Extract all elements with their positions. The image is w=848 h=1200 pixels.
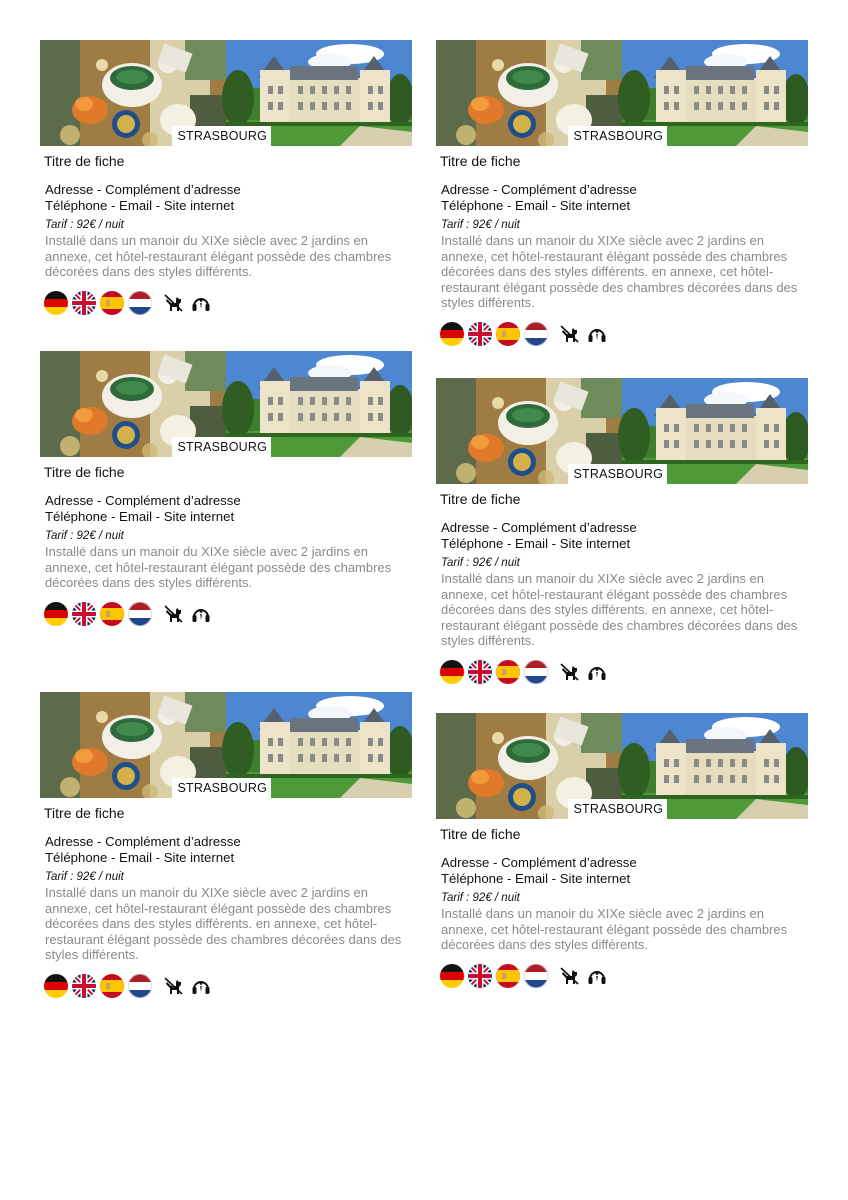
description: Installé dans un manoir du XIXe siècle avec 2 jardins en annexe, cet hôtel-restaurant élégant possède des chambres décorées dans des styles différents. xyxy=(45,544,392,591)
icon-row xyxy=(44,602,412,626)
contact-line[interactable]: Téléphone - Email - Site internet xyxy=(441,198,631,213)
card-banner xyxy=(436,713,808,819)
card-title[interactable]: Titre de fiche xyxy=(44,464,125,480)
icon-row xyxy=(440,322,808,346)
card-title[interactable]: Titre de fiche xyxy=(440,491,521,507)
contact-line[interactable]: Téléphone - Email - Site internet xyxy=(45,198,235,213)
uk-flag-icon xyxy=(72,291,96,315)
description: Installé dans un manoir du XIXe siècle avec 2 jardins en annexe, cet hôtel-restaurant élégant possède des chambres décorées dans des styles différents. en annexe, cet hôtel-restaurant élégant possède des chambres décorées dans des styles différents. xyxy=(45,885,402,963)
card-title[interactable]: Titre de fiche xyxy=(440,153,521,169)
city-label: STRASBOURG xyxy=(568,799,667,819)
dog-allowed-icon xyxy=(558,323,580,345)
listing-card xyxy=(40,40,412,315)
address-line: Adresse - Complément d’adresse xyxy=(45,182,241,197)
german-flag-icon xyxy=(44,974,68,998)
audio-guide-icon xyxy=(586,965,608,987)
city-label: STRASBOURG xyxy=(172,126,271,146)
uk-flag-icon xyxy=(72,974,96,998)
description: Installé dans un manoir du XIXe siècle avec 2 jardins en annexe, cet hôtel-restaurant élégant possède des chambres décorées dans des styles différents. xyxy=(45,233,392,280)
card-title[interactable]: Titre de fiche xyxy=(44,153,125,169)
uk-flag-icon xyxy=(468,322,492,346)
dutch-flag-icon xyxy=(524,660,548,684)
address-line: Adresse - Complément d’adresse xyxy=(441,520,637,535)
tarif: Tarif : 92€ / nuit xyxy=(441,892,520,904)
card-banner xyxy=(40,692,412,798)
icon-row xyxy=(44,974,412,998)
tarif: Tarif : 92€ / nuit xyxy=(45,530,124,542)
spanish-flag-icon xyxy=(496,964,520,988)
german-flag-icon xyxy=(440,322,464,346)
dutch-flag-icon xyxy=(128,602,152,626)
card-banner xyxy=(436,40,808,146)
german-flag-icon xyxy=(44,602,68,626)
listing-card xyxy=(436,378,808,684)
dog-allowed-icon xyxy=(162,292,184,314)
spanish-flag-icon xyxy=(100,974,124,998)
address-line: Adresse - Complément d’adresse xyxy=(45,493,241,508)
city-label: STRASBOURG xyxy=(568,464,667,484)
audio-guide-icon xyxy=(190,975,212,997)
tarif: Tarif : 92€ / nuit xyxy=(441,557,520,569)
dog-allowed-icon xyxy=(558,965,580,987)
dutch-flag-icon xyxy=(524,322,548,346)
contact-line[interactable]: Téléphone - Email - Site internet xyxy=(45,509,235,524)
audio-guide-icon xyxy=(586,323,608,345)
german-flag-icon xyxy=(44,291,68,315)
tarif: Tarif : 92€ / nuit xyxy=(441,219,520,231)
card-title[interactable]: Titre de fiche xyxy=(440,826,521,842)
icon-row xyxy=(440,660,808,684)
listing-card xyxy=(436,40,808,346)
contact-line[interactable]: Téléphone - Email - Site internet xyxy=(441,536,631,551)
city-label: STRASBOURG xyxy=(172,778,271,798)
german-flag-icon xyxy=(440,964,464,988)
audio-guide-icon xyxy=(190,292,212,314)
dutch-flag-icon xyxy=(128,291,152,315)
german-flag-icon xyxy=(440,660,464,684)
dutch-flag-icon xyxy=(128,974,152,998)
contact-block xyxy=(45,182,412,214)
spanish-flag-icon xyxy=(100,291,124,315)
description: Installé dans un manoir du XIXe siècle avec 2 jardins en annexe, cet hôtel-restaurant élégant possède des chambres décorées dans des styles différents. xyxy=(441,906,788,953)
description: Installé dans un manoir du XIXe siècle avec 2 jardins en annexe, cet hôtel-restaurant élégant possède des chambres décorées dans des styles différents. en annexe, cet hôtel-restaurant élégant possède des chambres décorées dans des styles différents. xyxy=(441,571,798,649)
card-banner xyxy=(40,351,412,457)
dog-allowed-icon xyxy=(162,603,184,625)
contact-block xyxy=(441,520,808,552)
spanish-flag-icon xyxy=(100,602,124,626)
contact-line[interactable]: Téléphone - Email - Site internet xyxy=(441,871,631,886)
dutch-flag-icon xyxy=(524,964,548,988)
dog-allowed-icon xyxy=(162,975,184,997)
contact-line[interactable]: Téléphone - Email - Site internet xyxy=(45,850,235,865)
address-line: Adresse - Complément d’adresse xyxy=(441,182,637,197)
card-title[interactable]: Titre de fiche xyxy=(44,805,125,821)
icon-row xyxy=(440,964,808,988)
spanish-flag-icon xyxy=(496,322,520,346)
tarif: Tarif : 92€ / nuit xyxy=(45,219,124,231)
uk-flag-icon xyxy=(72,602,96,626)
icon-row xyxy=(44,291,412,315)
uk-flag-icon xyxy=(468,964,492,988)
tarif: Tarif : 92€ / nuit xyxy=(45,871,124,883)
listing-card xyxy=(436,713,808,988)
card-banner xyxy=(40,40,412,146)
dog-allowed-icon xyxy=(558,661,580,683)
city-label: STRASBOURG xyxy=(172,437,271,457)
contact-block xyxy=(441,182,808,214)
city-label: STRASBOURG xyxy=(568,126,667,146)
contact-block xyxy=(45,493,412,525)
description: Installé dans un manoir du XIXe siècle avec 2 jardins en annexe, cet hôtel-restaurant élégant possède des chambres décorées dans des styles différents. en annexe, cet hôtel-restaurant élégant possède des chambres décorées dans des styles différents. xyxy=(441,233,798,311)
contact-block xyxy=(441,855,808,887)
audio-guide-icon xyxy=(586,661,608,683)
audio-guide-icon xyxy=(190,603,212,625)
contact-block xyxy=(45,834,412,866)
spanish-flag-icon xyxy=(496,660,520,684)
card-banner xyxy=(436,378,808,484)
address-line: Adresse - Complément d’adresse xyxy=(45,834,241,849)
listing-card xyxy=(40,692,412,998)
listing-card xyxy=(40,351,412,626)
uk-flag-icon xyxy=(468,660,492,684)
address-line: Adresse - Complément d’adresse xyxy=(441,855,637,870)
